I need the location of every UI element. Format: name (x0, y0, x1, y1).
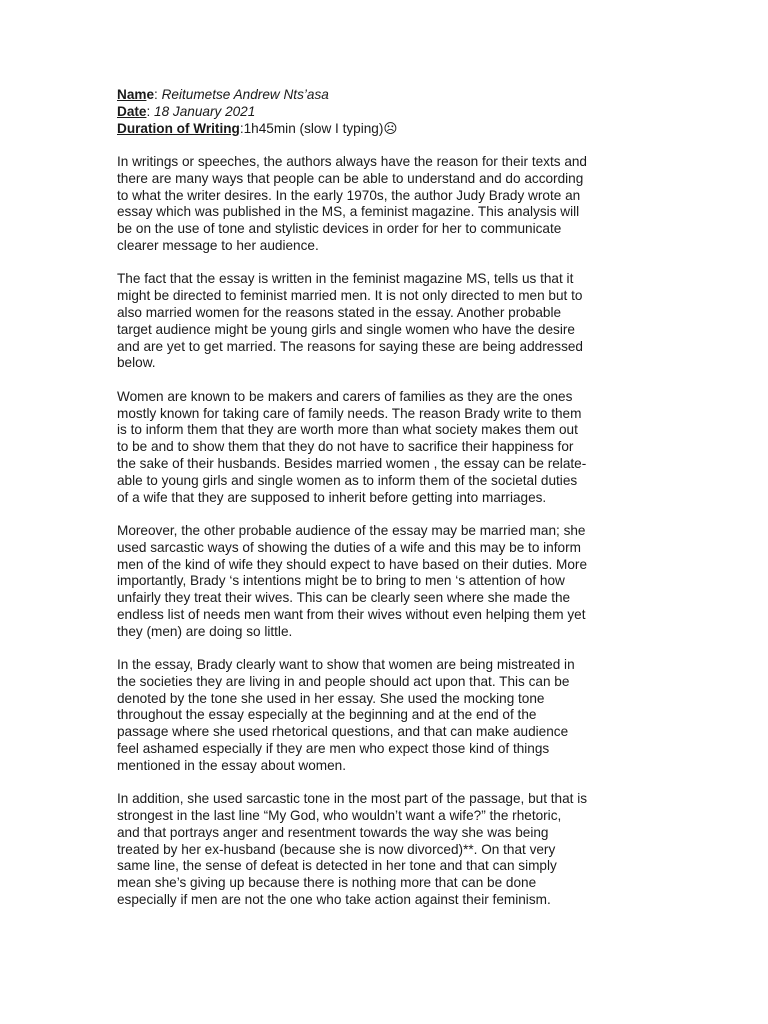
essay-paragraph (117, 389, 657, 507)
paragraph-line: might be directed to feminist married men. It is not only directed to men but to (117, 288, 583, 304)
paragraph-line: target audience might be young girls and single women who have the desire (117, 321, 575, 337)
date-line (117, 104, 657, 121)
paragraph-line: be on the use of tone and stylistic devices in order for her to communicate (117, 221, 562, 237)
duration-value: :1h45min (slow I typing)☹ (239, 120, 398, 136)
paragraph-line: endless list of needs men want from their wives without even helping them yet (117, 606, 586, 622)
paragraph-line: feel ashamed especially if they are men who expect those kind of things (117, 741, 550, 757)
paragraph-line: The fact that the essay is written in the feminist magazine MS, tells us that it (117, 271, 574, 287)
paragraph-gap (117, 775, 657, 792)
paragraph-line: throughout the essay especially at the beginning and at the end of the (117, 707, 537, 723)
paragraph-line: the sake of their husbands. Besides married women , the essay can be relate- (117, 455, 587, 471)
paragraph-line: passage where she used rhetorical questions, and that can make audience (117, 724, 569, 740)
name-line (117, 87, 657, 104)
document-page (117, 87, 657, 909)
essay-body (117, 137, 657, 908)
paragraph-line: there are many ways that people can be able to understand and do according (117, 170, 584, 186)
paragraph-line: is to inform them that they are worth more than what society makes them out (117, 422, 578, 438)
paragraph-line: able to young girls and single women as to inform them of the societal duties (117, 472, 578, 488)
paragraph-gap (117, 137, 657, 154)
date-separator: : (146, 103, 155, 119)
duration-label: Duration of Writing (117, 120, 240, 136)
paragraph-line: used sarcastic ways of showing the duties of a wife and this may be to inform (117, 539, 581, 555)
essay-paragraph (117, 791, 657, 909)
paragraph-line: mentioned in the essay about women. (117, 757, 346, 773)
paragraph-line: men of the kind of wife they should expect to have based on their duties. More (117, 556, 588, 572)
essay-paragraph (117, 154, 657, 255)
essay-paragraph (117, 523, 657, 641)
paragraph-line: especially if men are not the one who take action against their feminism. (117, 892, 551, 908)
name-separator: : (154, 87, 162, 102)
paragraph-line: strongest in the last line “My God, who wouldn’t want a wife?” the rhetoric, (117, 808, 562, 824)
paragraph-line: same line, the sense of defeat is detected in her tone and that can simply (117, 858, 557, 874)
date-value: 18 January 2021 (154, 103, 256, 119)
paragraph-line: the societies they are living in and people should act upon that. This can be (117, 673, 570, 689)
paragraph-gap (117, 640, 657, 657)
essay-paragraph (117, 271, 657, 372)
paragraph-line: mean she’s giving up because there is nothing more that can be done (117, 875, 537, 891)
paragraph-gap (117, 372, 657, 389)
paragraph-line: denoted by the tone she used in her essay. She used the mocking tone (117, 690, 545, 706)
paragraph-line: of a wife that they are supposed to inherit before getting into marriages. (117, 489, 547, 505)
name-value: Reitumetse Andrew Nts’asa (161, 87, 329, 102)
paragraph-line: unfairly they treat their wives. This can be clearly seen where she made the (117, 590, 571, 606)
paragraph-gap (117, 255, 657, 272)
paragraph-line: mostly known for taking care of family needs. The reason Brady write to them (117, 405, 582, 421)
paragraph-line: also married women for the reasons stated in the essay. Another probable (117, 304, 562, 320)
essay-paragraph (117, 657, 657, 775)
date-label: Date (117, 103, 147, 119)
name-label: Name (117, 87, 155, 102)
paragraph-line: Moreover, the other probable audience of the essay may be married man; she (117, 522, 586, 538)
paragraph-gap (117, 506, 657, 523)
paragraph-line: clearer message to her audience. (117, 237, 319, 253)
paragraph-line: In the essay, Brady clearly want to show that women are being mistreated in (117, 657, 575, 673)
paragraph-line: Women are known to be makers and carers of families as they are the ones (117, 388, 573, 404)
paragraph-line: treated by her ex-husband (because she is now divorced)**. On that very (117, 841, 556, 857)
paragraph-line: importantly, Brady ‘s intentions might be to bring to men ‘s attention of how (117, 573, 565, 589)
paragraph-line: In writings or speeches, the authors always have the reason for their texts and (117, 153, 587, 169)
paragraph-line: and that portrays anger and resentment towards the way she was being (117, 824, 549, 840)
paragraph-line: to be and to show them that they do not have to sacrifice their happiness for (117, 439, 574, 455)
paragraph-line: they (men) are doing so little. (117, 623, 293, 639)
paragraph-line: In addition, she used sarcastic tone in the most part of the passage, but that is (117, 791, 588, 807)
paragraph-line: below. (117, 355, 156, 371)
duration-line (117, 121, 657, 138)
paragraph-line: essay which was published in the MS, a feminist magazine. This analysis will (117, 204, 580, 220)
paragraph-line: and are yet to get married. The reasons for saying these are being addressed (117, 338, 583, 354)
paragraph-line: to what the writer desires. In the early 1970s, the author Judy Brady wrote an (117, 187, 581, 203)
